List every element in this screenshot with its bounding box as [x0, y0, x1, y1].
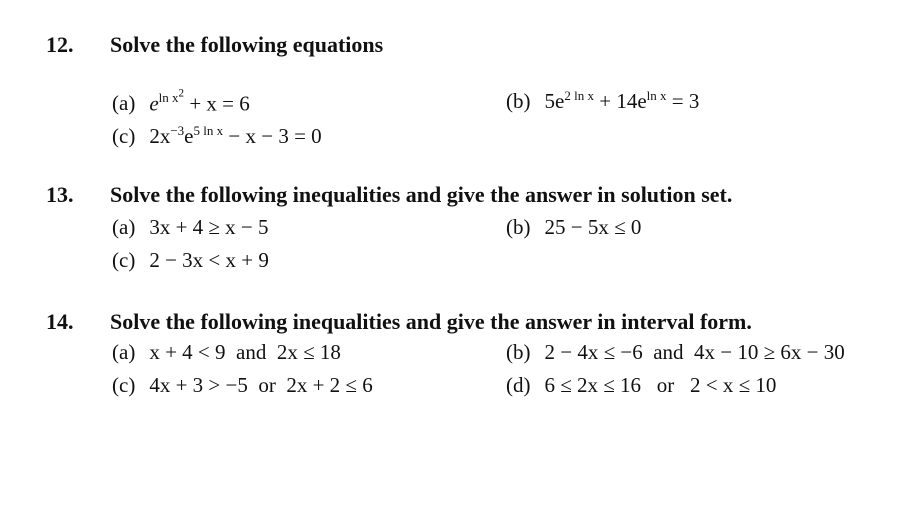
part-label: (c)	[112, 248, 136, 272]
eq-term-2: + 14e	[593, 89, 647, 113]
inequality-14c: 4x + 3 > −5 or 2x + 2 ≤ 6	[149, 373, 373, 397]
eq-exponent-power: 2	[178, 88, 185, 100]
inequality-13c: 2 − 3x < x + 9	[149, 248, 269, 272]
eq-exponent: ln x	[158, 90, 179, 106]
eq-term-2: e	[184, 124, 194, 148]
part-label: (d)	[506, 373, 531, 397]
eq-exponent-1: −3	[170, 123, 185, 138]
equation-12b	[545, 88, 700, 114]
inequality-14a: x + 4 < 9 and 2x ≤ 18	[149, 340, 341, 364]
part-label: (c)	[112, 124, 136, 148]
eq-rest: = 3	[666, 89, 700, 113]
question-12-title: Solve the following equations	[110, 32, 384, 57]
part-label: (b)	[506, 215, 531, 239]
part-label: (b)	[506, 89, 531, 113]
question-14-number: 14.	[46, 309, 74, 334]
inequality-14b: 2 − 4x ≤ −6 and 4x − 10 ≥ 6x − 30	[544, 340, 845, 364]
question-13-number: 13.	[46, 182, 74, 207]
inequality-13b: 25 − 5x ≤ 0	[544, 215, 642, 239]
equation-12c	[149, 123, 321, 149]
question-13-part-b	[506, 215, 641, 240]
inequality-14d: 6 ≤ 2x ≤ 16 or 2 < x ≤ 10	[544, 373, 777, 397]
question-13-title: Solve the following inequalities and give the answer in solution set.	[110, 182, 733, 207]
inequality-13a: 3x + 4 ≥ x − 5	[149, 215, 269, 239]
equation-12a	[149, 88, 249, 116]
part-label: (c)	[112, 373, 136, 397]
part-label: (b)	[506, 340, 531, 364]
question-12-part-a	[112, 88, 250, 116]
question-14-part-d	[506, 373, 776, 398]
question-12-part-c	[112, 123, 322, 149]
question-14-title: Solve the following inequalities and give the answer in interval form.	[110, 309, 752, 334]
eq-exponent-2: ln x	[646, 88, 667, 103]
eq-rest: + x = 6	[184, 91, 250, 116]
question-14-part-a	[112, 340, 341, 365]
eq-base: e	[149, 91, 159, 116]
eq-exponent-1: 2 ln x	[564, 88, 594, 103]
question-13-part-c	[112, 248, 269, 273]
eq-rest: − x − 3 = 0	[223, 124, 322, 148]
eq-term-1: 2x	[149, 124, 171, 148]
question-12-number: 12.	[46, 32, 74, 57]
question-13-part-a	[112, 215, 269, 240]
question-14-part-b	[506, 340, 845, 365]
eq-exponent-2: 5 ln x	[193, 123, 224, 138]
part-label: (a)	[112, 340, 136, 364]
part-label: (a)	[112, 215, 136, 239]
question-14-part-c	[112, 373, 373, 398]
part-label: (a)	[112, 91, 136, 116]
eq-term-1: 5e	[544, 89, 565, 113]
question-12-part-b	[506, 88, 699, 114]
